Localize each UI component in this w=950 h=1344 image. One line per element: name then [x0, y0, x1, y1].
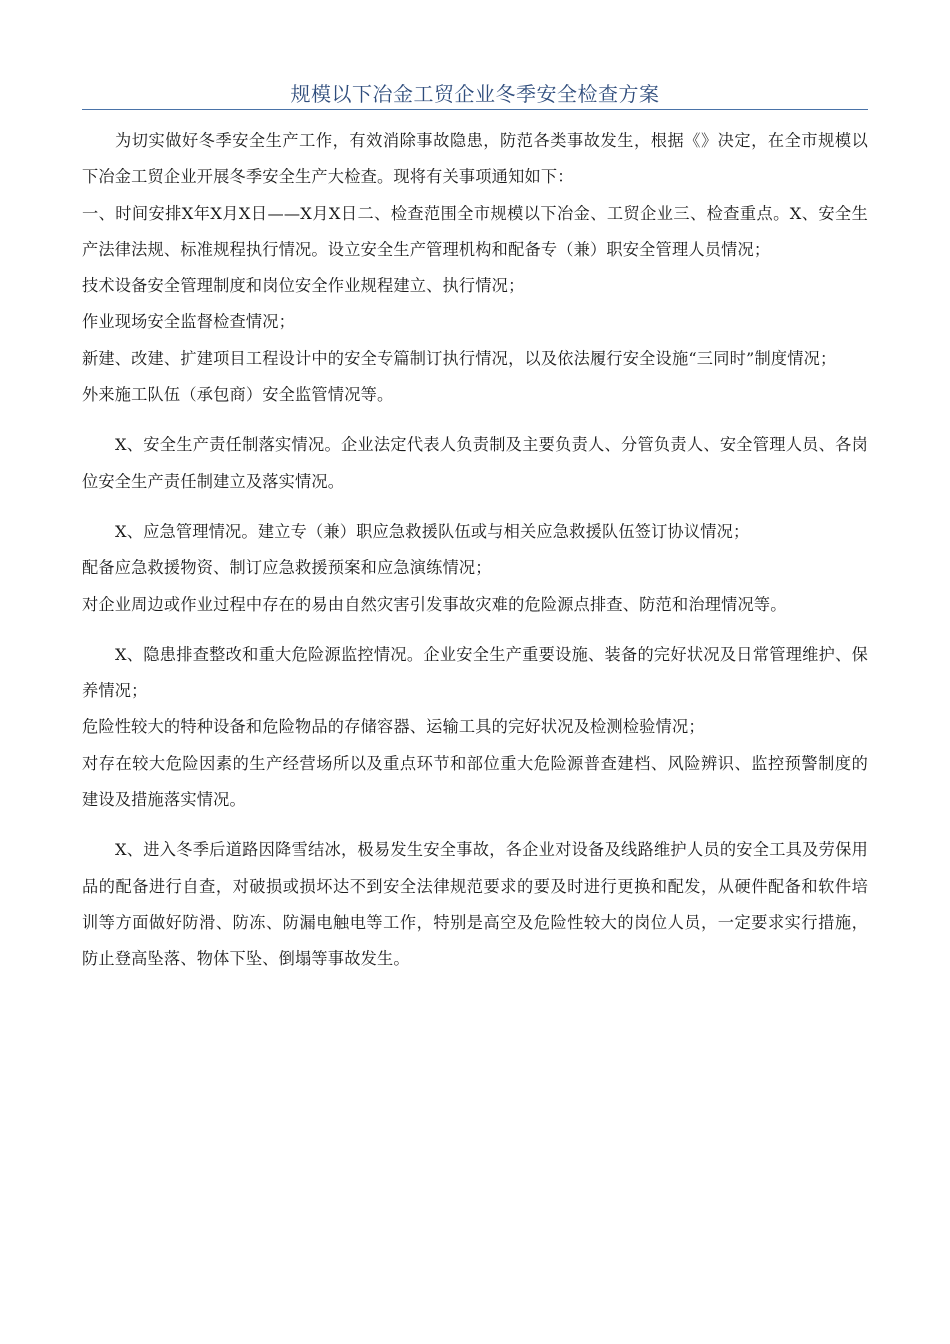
- section-responsibility: X、安全生产责任制落实情况。企业法定代表人负责制及主要负责人、分管负责人、安全管理人员、各岗位安全生产责任制建立及落实情况。: [82, 435, 868, 491]
- item-major-hazards: 对存在较大危险因素的生产经营场所以及重点环节和部位重大危险源普查建档、风险辨识、监控预警制度的建设及措施落实情况。: [82, 753, 868, 810]
- item-hazard-sources: 对企业周边或作业过程中存在的易由自然灾害引发事故灾难的危险源点排查、防范和治理情况等。: [82, 594, 787, 614]
- item-site-supervision: 作业现场安全监督检查情况；: [82, 312, 296, 332]
- item-contractors: 外来施工队伍（承包商）安全监管情况等。: [82, 385, 394, 405]
- item-new-projects: 新建、改建、扩建项目工程设计中的安全专篇制订执行情况，以及依法履行安全设施“三同时”制度情况；: [82, 348, 837, 368]
- section-emergency: X、应急管理情况。建立专（兼）职应急救援队伍或与相关应急救援队伍签订协议情况；: [115, 521, 750, 541]
- item-special-equipment: 危险性较大的特种设备和危险物品的存储容器、运输工具的完好状况及检测检验情况；: [82, 717, 705, 737]
- item-technical-equipment: 技术设备安全管理制度和岗位安全作业规程建立、执行情况；: [82, 276, 525, 296]
- intro-paragraph: 为切实做好冬季安全生产工作，有效消除事故隐患，防范各类事故发生，根据《》决定，在全市规模以下冶金工贸企业开展冬季安全生产大检查。现将有关事项通知如下：: [82, 131, 868, 187]
- title-underline: [82, 109, 868, 110]
- section-hazard-monitoring: X、隐患排查整改和重大危险源监控情况。企业安全生产重要设施、装备的完好状况及日常管理维护、保养情况；: [82, 644, 868, 701]
- document-title: 规模以下冶金工贸企业冬季安全检查方案: [290, 82, 660, 106]
- item-emergency-supplies: 配备应急救援物资、制订应急救援预案和应急演练情况；: [82, 558, 492, 578]
- document-body: [82, 123, 868, 978]
- section-winter-measures: X、进入冬季后道路因降雪结冰，极易发生安全事故，各企业对设备及线路维护人员的安全工具及劳保用品的配备进行自查，对破损或损坏达不到安全法律规范要求的要及时进行更换和配发，从硬件配备和软件培训等方面做好防滑、防冻、防漏电触电等工作，特别是高空及危险性较大的岗位人员，一定要求实行措施，防止登高坠落、物体下坠、倒塌等事故发生。: [82, 840, 868, 969]
- section-time-scope-focus: 一、时间安排X年X月X日——X月X日二、检查范围全市规模以下冶金、工贸企业三、检查重点。X、安全生产法律法规、标准规程执行情况。设立安全生产管理机构和配备专（兼）职安全管理人员情况；: [82, 203, 868, 259]
